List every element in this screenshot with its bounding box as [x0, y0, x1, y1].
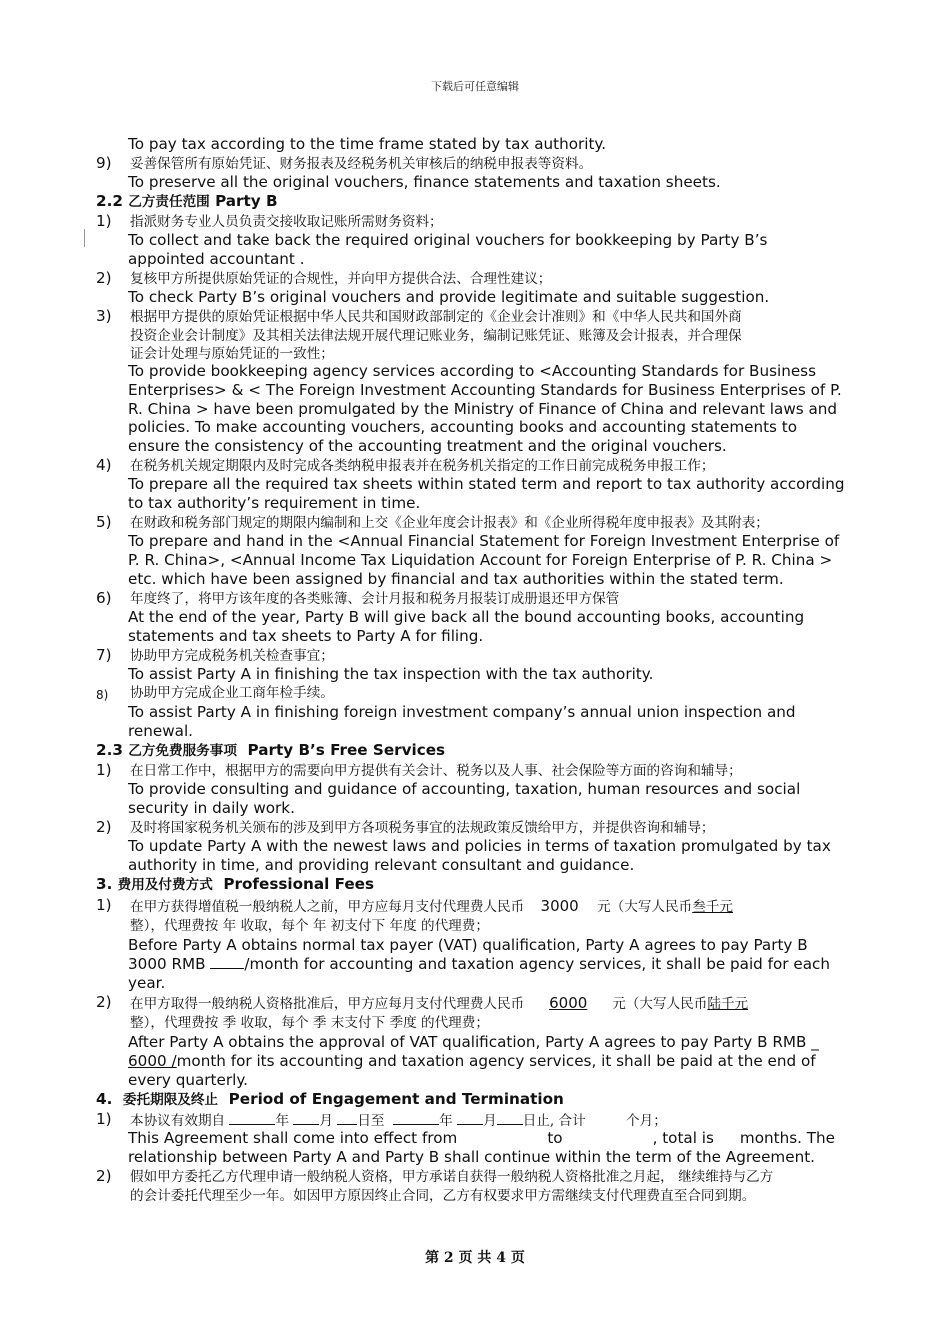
intro-text: To pay tax according to the time frame stated by tax authority.: [128, 135, 607, 153]
section-4-number: 4.: [96, 1090, 113, 1108]
section-2-2-en: Party B: [215, 192, 278, 210]
item-b2-number: 2): [96, 269, 112, 287]
item-c1-zh: 在日常工作中，根据甲方的需要向甲方提供有关会计、税务以及人事、社会保险等方面的咨询和辅导；: [130, 763, 742, 779]
item-e1-en1a: This Agreement shall come into effect from: [128, 1129, 458, 1147]
item-b3-en3: R. China > have been promulgated by the Ministry of Finance of China and relevant laws and: [128, 400, 838, 418]
item-d1-en2b: /month for accounting and taxation agency services, it shall be paid for each: [244, 955, 830, 973]
item-b4-zh: 在税务机关规定期限内及时完成各类纳税申报表并在税务机关指定的工作日前完成税务申报工作；: [130, 458, 715, 474]
item-b1-en1: To collect and take back the required original vouchers for bookkeeping by Party B’s: [128, 231, 768, 249]
start-month-label: 月: [319, 1113, 333, 1129]
start-year-label: 年: [275, 1113, 290, 1129]
item-d2-en2b: month for its accounting and taxation agency services, it shall be paid at the end of: [176, 1052, 816, 1070]
item-c2-zh: 及时将国家税务机关颁布的涉及到甲方各项税务事宜的法规政策反馈给甲方，并提供咨询和辅导；: [130, 820, 715, 836]
item-9-number: 9): [96, 154, 112, 172]
item-d2-zh1b: 元（大写人民币: [612, 996, 708, 1012]
section-3-number: 3.: [96, 875, 113, 893]
item-e1-en1d: months. The: [739, 1129, 836, 1147]
item-9-zh: 妥善保管所有原始凭证、财务报表及经税务机关审核后的纳税申报表等资料。: [130, 156, 593, 172]
end-month-label: 月: [483, 1113, 497, 1129]
item-d2-zh2: 整），代理费按 季 收取，每个 季 末支付下 季度 的代理费；: [130, 1015, 489, 1031]
fee-blank-1: [210, 955, 244, 969]
item-e1-zh-a: 本协议有效期自: [130, 1113, 226, 1129]
item-b1-number: 1): [96, 212, 112, 230]
item-b5-en3: etc. which have been assigned by financial and tax authorities within the stated term.: [128, 570, 784, 588]
item-d1-en1: Before Party A obtains normal tax payer (VAT) qualification, Party A agrees to pay Party B: [128, 936, 808, 954]
item-b3-en2: Enterprises> & < The Foreign Investment Accounting Standards for Business Enterprises of P.: [128, 381, 842, 399]
fee-amount-2: 6000: [549, 994, 588, 1012]
fee-amount-1-cn: 叁千元: [692, 899, 733, 915]
item-b4-en1: To prepare all the required tax sheets within stated term and report to tax authority according: [128, 475, 845, 493]
item-c1-en1: To provide consulting and guidance of accounting, taxation, human resources and social: [128, 780, 801, 798]
end-day-label: 日止, 合计: [522, 1113, 586, 1129]
item-d1-en2a: 3000 RMB: [128, 955, 206, 973]
item-9-en: To preserve all the original vouchers, finance statements and taxation sheets.: [128, 173, 721, 191]
item-e1-en1b: to: [547, 1129, 563, 1147]
item-d2-zh1: [130, 994, 789, 1013]
item-d1-zh1a: 在甲方获得增值税一般纳税人之前，甲方应每月支付代理费人民币: [130, 899, 525, 915]
end-year-blank: [393, 1111, 439, 1125]
item-b7-en1: To assist Party A in finishing the tax inspection with the tax authority.: [128, 665, 654, 683]
item-b3-en5: ensure the consistency of the accounting treatment and the original vouchers.: [128, 437, 727, 455]
item-d1-en3: year.: [128, 974, 166, 992]
fee-amount-2-cn: 陆千元: [707, 996, 749, 1012]
item-e2-zh2: 的会计委托代理至少一年。如因甲方原因终止合同，乙方有权要求甲方需继续支付代理费直至合同到期。: [130, 1188, 756, 1204]
item-b5-en1: To prepare and hand in the <Annual Financial Statement for Foreign Investment Enterprise of: [128, 532, 840, 550]
item-e1-number: 1): [96, 1110, 112, 1128]
section-2-2-zh: 乙方责任范围: [128, 194, 210, 210]
start-year-blank: [229, 1111, 275, 1125]
section-3-zh: 费用及付费方式: [117, 877, 213, 893]
item-b2-en1: To check Party B’s original vouchers and provide legitimate and suitable suggestion.: [128, 288, 770, 306]
start-day-label: 日至: [357, 1113, 385, 1129]
item-b3-zh3: 证会计处理与原始凭证的一致性；: [130, 346, 334, 362]
item-b1-zh: 指派财务专业人员负责交接收取记账所需财务资料；: [130, 214, 443, 230]
item-e1-en1c: , total is: [652, 1129, 714, 1147]
end-year-label: 年: [439, 1113, 453, 1129]
section-4-en: Period of Engagement and Termination: [228, 1090, 564, 1108]
fee-amount-2-en: 6000 /: [128, 1052, 177, 1070]
item-b8-zh: 协助甲方完成企业工商年检手续。: [130, 685, 334, 701]
fee-amount-1: 3000: [540, 897, 579, 915]
item-b2-zh: 复核甲方所提供原始凭证的合规性，并向甲方提供合法、合理性建议；: [130, 271, 552, 287]
item-b6-zh: 年度终了，将甲方该年度的各类账簿、会计月报和税务月报装订成册退还甲方保管: [130, 591, 620, 607]
item-d2-en2: [128, 1052, 816, 1071]
item-c2-en1: To update Party A with the newest laws and policies in terms of taxation promulgated by tax: [128, 837, 831, 855]
item-e2-number: 2): [96, 1167, 112, 1185]
item-c2-number: 2): [96, 818, 112, 836]
section-2-3-en: Party B’s Free Services: [247, 741, 446, 759]
item-c2-en2: authority in time, and providing relevant consultant and guidance.: [128, 856, 635, 874]
item-b3-number: 3): [96, 307, 112, 325]
item-d1-en2: [128, 955, 830, 974]
end-day-blank: [497, 1111, 523, 1125]
item-d1-zh1b: 元（大写人民币: [597, 899, 693, 915]
section-3-en: Professional Fees: [223, 875, 375, 893]
section-4-zh: 委托期限及终止: [122, 1092, 219, 1108]
section-3-heading: [96, 875, 374, 895]
item-b4-en2: to tax authority’s requirement in time.: [128, 494, 421, 512]
start-day-blank: [337, 1111, 357, 1125]
item-e1-en1: [128, 1129, 835, 1148]
section-2-3-heading: [96, 741, 445, 761]
margin-marker: [84, 229, 85, 247]
item-d2-en3: every quarterly.: [128, 1071, 248, 1089]
item-b6-en2: statements and tax sheets to Party A for filing.: [128, 627, 484, 645]
item-d2-zh1a: 在甲方取得一般纳税人资格批准后，甲方应每月支付代理费人民币: [130, 996, 525, 1012]
item-b7-zh: 协助甲方完成税务机关检查事宜；: [130, 648, 334, 664]
start-month-blank: [293, 1111, 319, 1125]
page-header: 下载后可任意编辑: [431, 80, 519, 93]
item-d2-en1: After Party A obtains the approval of VAT qualification, Party A agrees to pay Party B RMB _: [128, 1033, 819, 1051]
end-month-blank: [457, 1111, 483, 1125]
page-footer: 第 2 页 共 4 页: [425, 1250, 525, 1266]
item-b8-en2: renewal.: [128, 722, 193, 740]
item-b1-en2: appointed accountant .: [128, 250, 305, 268]
item-b3-en1: To provide bookkeeping agency services according to <Accounting Standards for Business: [128, 362, 816, 380]
section-2-3-zh: 乙方免费服务事项: [128, 743, 237, 759]
item-e1-en2: relationship between Party A and Party B shall continue within the term of the Agreement.: [128, 1148, 815, 1166]
item-c1-en2: security in daily work.: [128, 799, 295, 817]
item-b3-zh1: 根据甲方提供的原始凭证根据中华人民共和国财政部制定的《企业会计准则》和《中华人民共和国外商: [130, 309, 742, 325]
section-2-2-heading: [96, 192, 278, 212]
item-b6-en1: At the end of the year, Party B will give back all the bound accounting books, accounting: [128, 608, 805, 626]
item-d1-number: 1): [96, 896, 112, 914]
item-b7-number: 7): [96, 646, 112, 664]
section-2-3-number: 2.3: [96, 741, 123, 759]
item-b5-number: 5): [96, 513, 112, 531]
item-d1-zh2: 整），代理费按 年 收取，每个 年 初支付下 年度 的代理费；: [130, 918, 489, 934]
item-d1-zh1: [130, 897, 780, 916]
item-b8-en1: To assist Party A in finishing foreign investment company’s annual union inspection and: [128, 703, 796, 721]
item-b6-number: 6): [96, 589, 112, 607]
section-4-heading: [96, 1090, 564, 1110]
item-e2-zh1: 假如甲方委托乙方代理申请一般纳税人资格，甲方承诺自获得一般纳税人资格批准之月起， 继续维持与乙方: [130, 1169, 774, 1185]
item-b8-number: 8): [96, 688, 109, 702]
item-d2-number: 2): [96, 993, 112, 1011]
item-b5-en2: P. R. China>, <Annual Income Tax Liquidation Account for Foreign Enterprise of P. R. China >: [128, 551, 833, 569]
section-2-2-number: 2.2: [96, 192, 123, 210]
item-b3-zh2: 投资企业会计制度》及其相关法律法规开展代理记账业务，编制记账凭证、账簿及会计报表，并合理保: [130, 328, 742, 344]
item-b3-en4: policies. To make accounting vouchers, accounting books and accounting statements to: [128, 418, 798, 436]
item-b4-number: 4): [96, 456, 112, 474]
item-c1-number: 1): [96, 761, 112, 779]
item-e1-zh: [130, 1111, 667, 1130]
months-label: 个月；: [626, 1113, 667, 1129]
item-b5-zh: 在财政和税务部门规定的期限内编制和上交《企业年度会计报表》和《企业所得税年度申报表》及其附表；: [130, 515, 769, 531]
